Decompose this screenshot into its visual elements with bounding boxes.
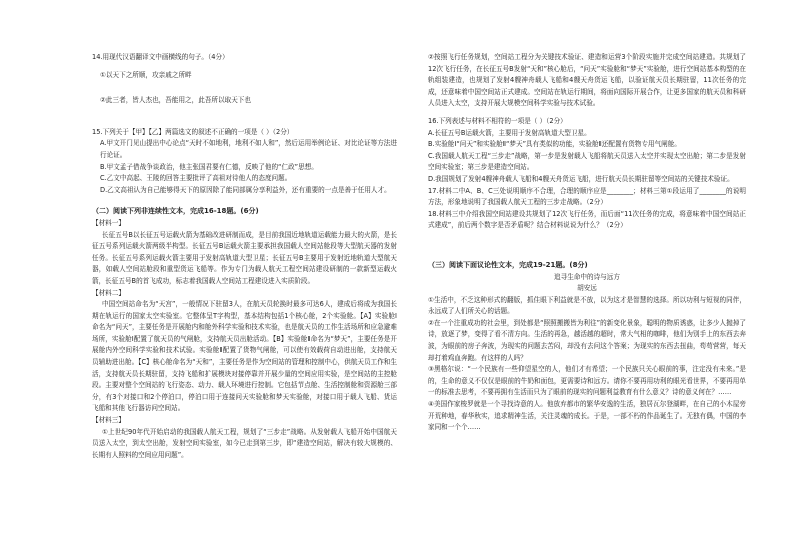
article-para-1: ①生活中，不乏这种形式的翻版，抓住眼下利益就是不放，以为这才是智慧的选择。所以功利与短视的同伴，永远成了人们所关心的话题。: [428, 295, 746, 316]
q16-option-c: C.我国载人航天工程“三步走”战略，第一步是发射载人飞船将航天员送入太空并实现太空出舱；第二步是发射空间实验室；第三步是建造空间站。: [428, 151, 746, 172]
q14-stem: 14.用现代汉语翻译文中画横线的句子。（4分）: [92, 53, 229, 61]
q16-option-d: D.我国规划了发射4艘神舟载人飞船和4艘天舟货运飞船，进行航天员长期驻留等空间站的关键技术验证。: [428, 174, 734, 183]
left-column: [92, 52, 397, 554]
article-title: 追寻生命中的诗与远方: [554, 272, 620, 281]
q16-option-a: A.长征五号B运载火箭，主要用于发射高轨道大型卫星。: [428, 128, 591, 137]
q14-item2: ②此三者，皆人杰也，吾能用之，此吾所以取天下也: [100, 96, 251, 105]
article-para-3: ③黑格尔说：“一个民族有一些仰望星空的人，他们才有希望；一个民族只关心眼前的事，注定没有未来。”是的，生命的意义不仅仅是眼前的牛奶和面包，更需要诗和远方。请你不要再用功利的眼光看世界，不要再用单一的标准去思考，不要再拥有生活而只为了眼前的现实的问题利益教育有什么意义？诗的意义何在？……: [428, 365, 746, 397]
material1-text: 长征五号B以长征五号运载火箭为基础改进研制而成，是目前我国近地轨道运载能力最大的火箭，是长征五号系列运载火箭两级半构型。长征五号B运载火箭主要承担我国载人空间站舱段等大型航天器的发射任务。长征五号系列运载火箭主要用于发射高轨道大型卫星；长征五号B主要用于发射近地轨道大型航天器，如载人空间站舱段和重型货运飞船等。作为专门为载人航天工程空间站建设研制的一款新型运载火箭，长征五号B的首飞成功，标志着我国载人空间站工程建设进入实质阶段。: [92, 230, 397, 285]
q15-stem: 15.下列关于【甲】【乙】两篇选文的叙述不正确的一项是（ ）（2分）: [92, 127, 294, 136]
article-para-2: ②在一个注重成功的社会里，到处都是“照照搬搬皆为利往”的新变化景象，聪明的物质诱惑，让多少人抛掉了诗，放逐了梦，变得了看不清方向。生活的再急，越活越的超时，常大气相的咖啡，他们为别手上的东西去奔波，为眼前的房子奔波，为现实的问题去苦闷，却没有去问这个答案；为现实的东西去扭曲，苟苟营营，每天却打着鸡血奔跑。有这样的人吗？: [428, 318, 746, 362]
material1-label: 【材料一】: [92, 218, 125, 227]
section2-title: （二）阅读下列非连续性文本，完成16-18题。(6分): [92, 207, 259, 216]
q15-option-b: B.甲文孟子借战争谈政治，他主张国君要有仁德，反映了他的“仁政”思想。: [100, 162, 318, 171]
q15-option-a: A.甲文开门见山提出中心论点“天时不如地利，地利不如人和”，然后运用举例论证、对比论证等方法进行论证。: [100, 139, 397, 159]
article-para-4: ④美国作家梭罗就是一个寻找诗意的人。他放弃都市的繁华安逸的生活，独居瓦尔登湖畔，在自己的小木屋旁开荒种地，春华秋实，追求精神生活，关注灵魂的成长。于是，一部不朽的作品诞生了。无独有偶，中国的李家同和一个个……: [428, 400, 746, 432]
q14-item1: ①以天下之所顺，攻亲戚之所畔: [100, 70, 192, 79]
material2-label: 【材料二】: [92, 288, 125, 297]
article-author: 胡安远: [577, 284, 597, 293]
material3-continued: ②按照飞行任务规划，空间站工程分为关键技术验证、建造和运营3个阶段实施并完成空间站建造。共规划了12次飞行任务，在长征五号B发射“天和”核心舱后，“问天”实验舱和“梦天”实验舱，进行空间站基本构型的在轨组装建造，也规划了发射4艘神舟载人飞船和4艘天舟货运飞船，以验证航天员长期驻留，11次任务的完成，还意味着中国空间站正式建成。空间站在轨运行期间，将面向国际开展合作，让更多国家的航天员和科研人员进入太空，支持开展大规模空间科学实验与技术试验。: [428, 53, 746, 108]
q18-stem: 18.材料三中介绍我国空间站建设共规划了12次飞行任务，而后面“11次任务的完成，将意味着中国空间站正式建成”，前后两个数字是否矛盾呢？结合材料说说为什么？（2分）: [428, 209, 746, 230]
section3-title: （三）阅读下面议论性文本，完成19-21题。(8分): [428, 260, 588, 269]
right-column: [428, 52, 746, 554]
q15-option-c: C.乙文中高起、王陵的回答主要批评了高祖对待他人的态度问题。: [100, 174, 292, 183]
q15-option-d: D.乙文高祖认为自己能够得天下的原因除了能同部属分享利益外，还有重要的一点是善于任用人才。: [100, 185, 391, 194]
material2-text: 中国空间站命名为“天宫”，一般情况下驻留3人，在航天员轮换时最多可达6人，建成后将成为我国长期在轨运行的国家太空实验室。它整体呈T字构型，基本结构包括1个核心舱，2个实验舱。【A】实验舱Ⅰ命名为“问天”，主要任务是开展舱内和舱外科学实验和技术实验，也是航天员的工作生活场所和应急避难场所，实验舱Ⅰ配置了航天员的气闸舱，支持航天员出舱活动。【B】实验舱Ⅱ命名为“梦天”，主要任务是开展舱内外空间科学实验和技术试验。实验舱Ⅱ配置了货物气闸舱，可以使有效载荷自动进出舱，支持航天员辅助进出舱。【C】核心舱命名为“天和”，主要任务是作为空间站的管理和控制中心，供航天员工作和生活，支持航天员长期驻留，支持飞船和扩展模块对接停靠并开展少量的空间应用实验，是空间站的主控舱段。主要对整个空间站的飞行姿态、动力、载人环境进行控制。它包括节点舱、生活控制舱和资源舱三部分，有3个对接口和2个停泊口，停泊口用于连接问天实验舱和梦天实验舱，对接口用于载人飞船、货运飞船和其他飞行器访问空间站。: [92, 300, 397, 413]
q16-stem: 16.下列表述与材料不相符的一项是（ ）（2分）: [428, 116, 567, 125]
q16-option-b: B.实验舱Ⅰ“问天”和实验舱Ⅱ“梦天”具有类似的功能，实验舱Ⅱ还配置有货物专用气闸舱。: [428, 140, 681, 149]
material3-text: ①上世纪90年代开始启动的我国载人航天工程，规划了“三步走”战略。从发射载人飞船开始中国航天员送入太空，到太空出舱，发射空间实验室，如今已走到第三步，即“建造空间站，解决有较大规模的、长期有人照料的空间应用问题”。: [92, 427, 397, 459]
material3-label: 【材料三】: [92, 416, 125, 425]
q17-stem: 17.材料二中A、B、C三处说明顺序不合理，合理的顺序应是________；材料三第①段运用了________的说明方法，形象地说明了我国载人航天工程的三步走战略。（2分）: [428, 186, 746, 207]
